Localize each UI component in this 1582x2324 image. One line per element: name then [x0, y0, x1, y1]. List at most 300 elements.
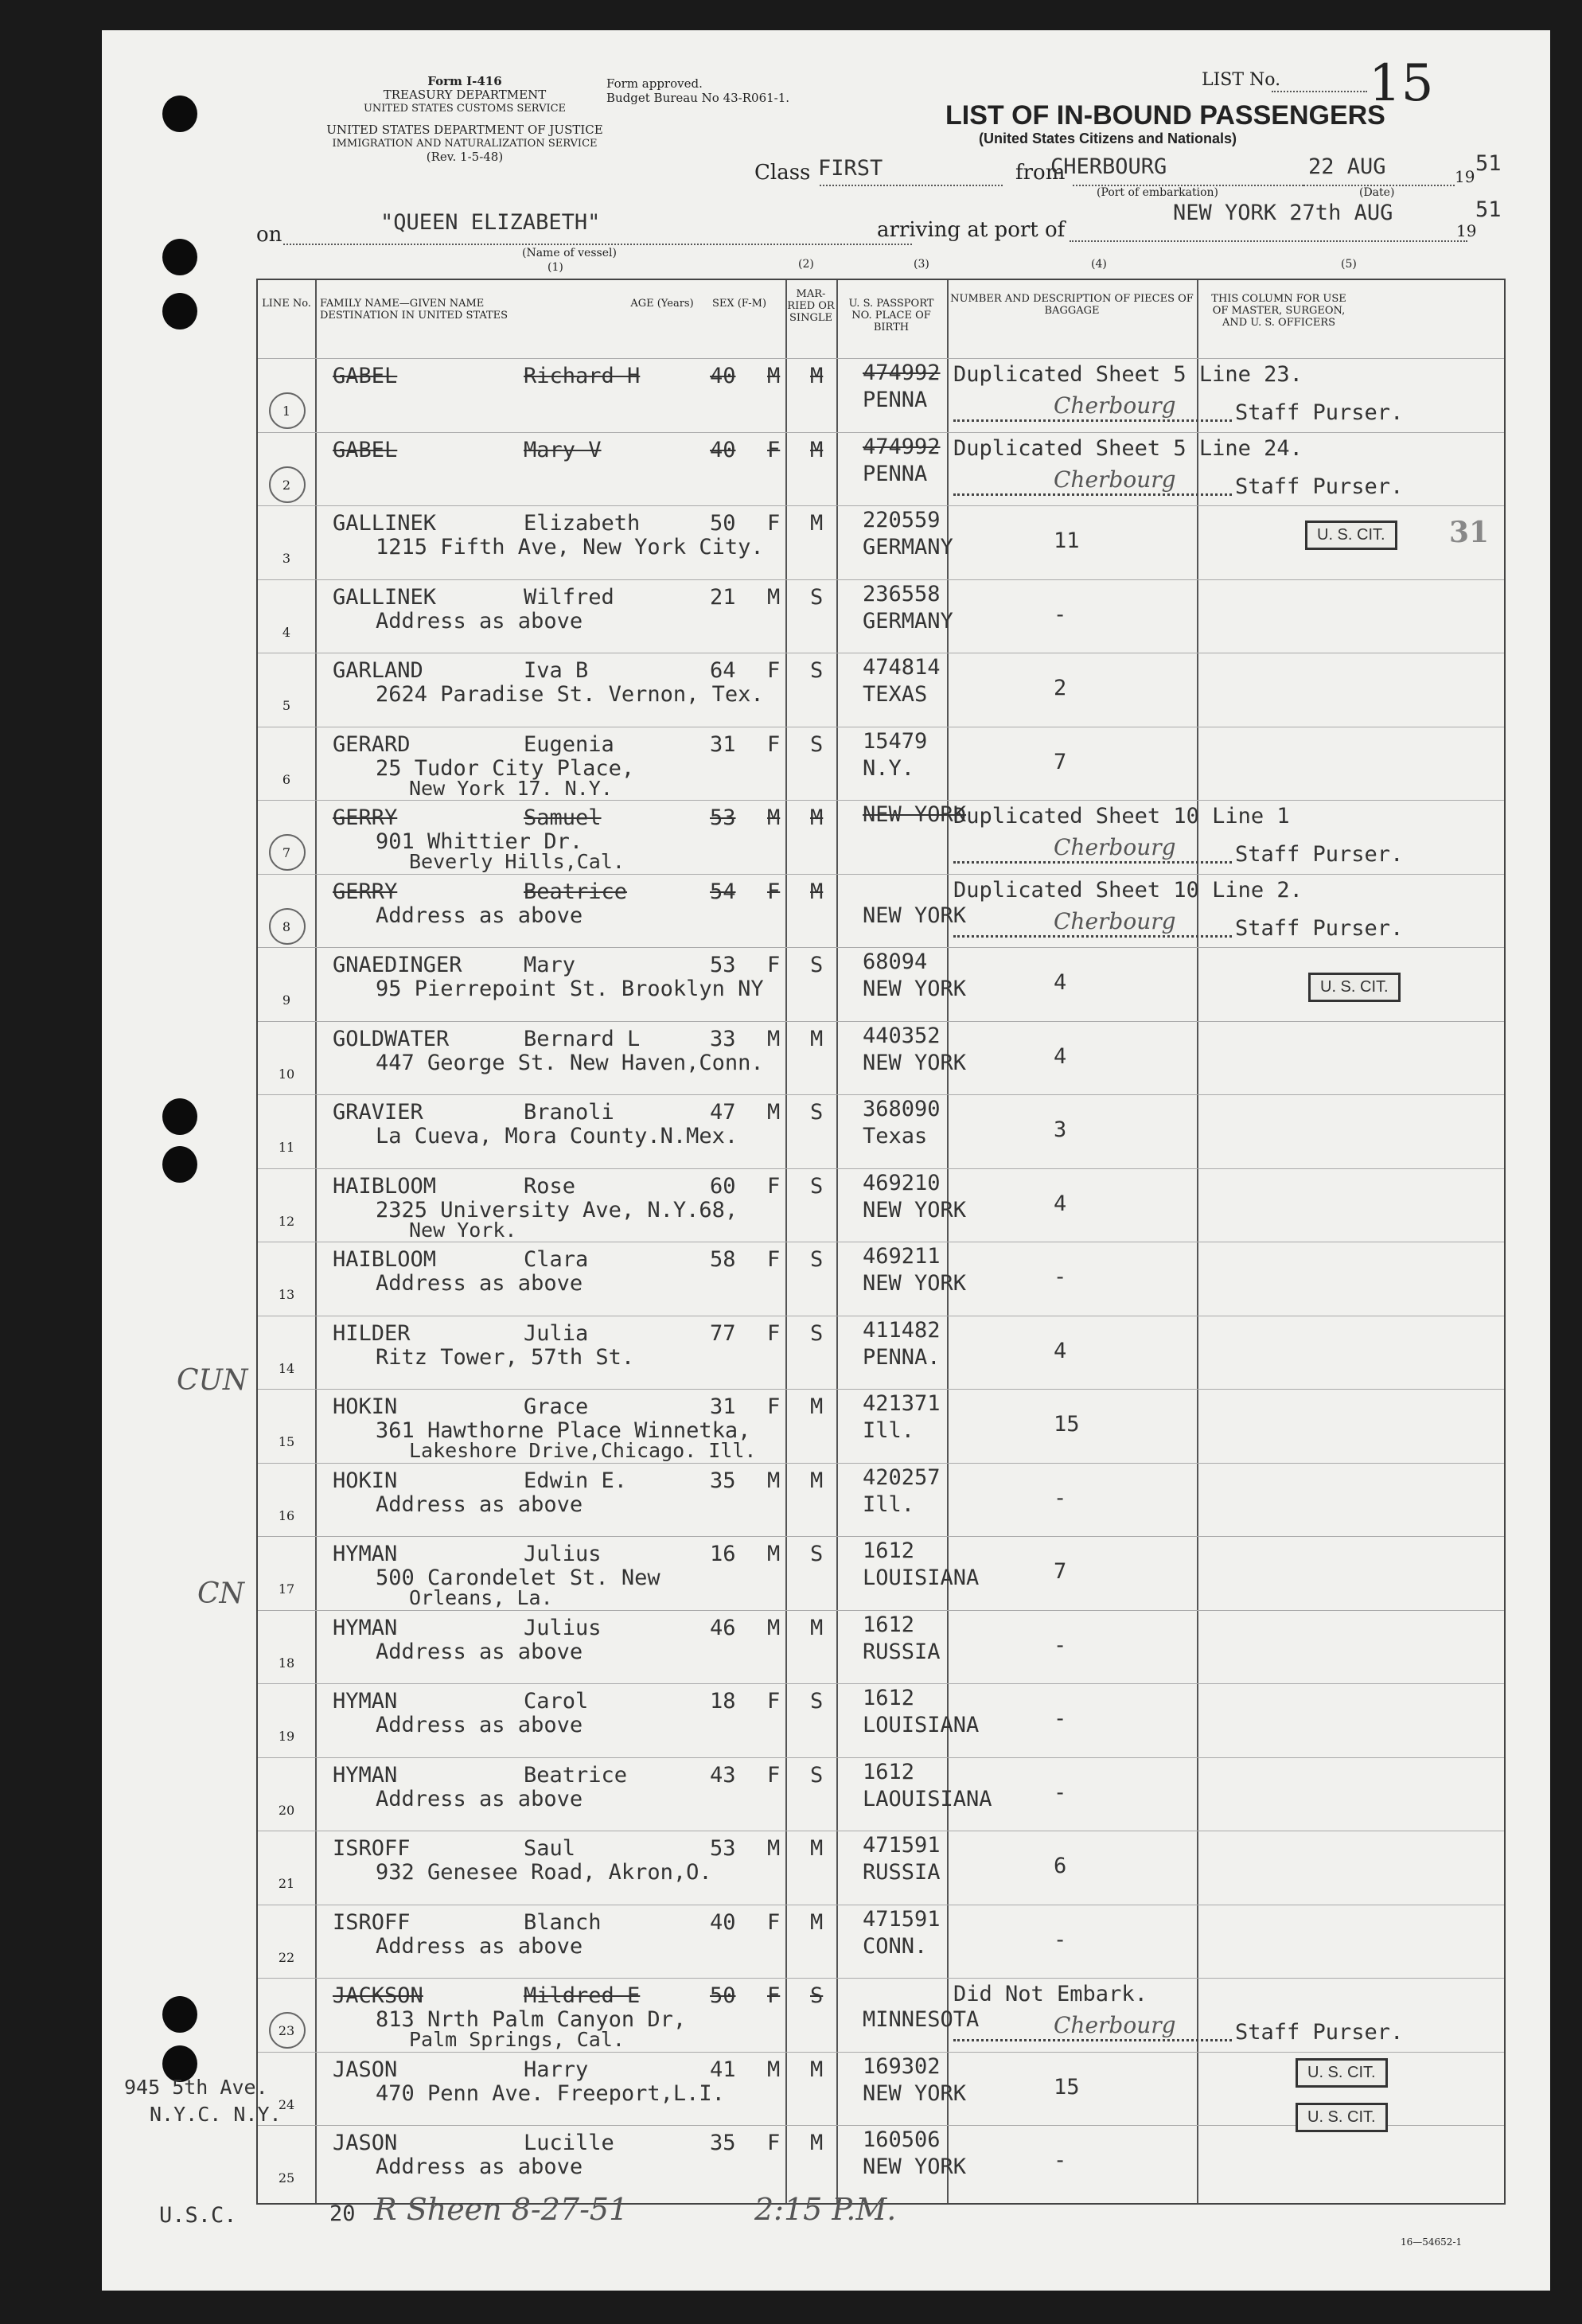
baggage-count: -: [1054, 1706, 1067, 1731]
sex: F: [767, 1762, 781, 1788]
sex: M: [767, 584, 781, 610]
vessel-col-num: (1): [547, 261, 563, 274]
sex: M: [767, 2057, 781, 2082]
destination: Address as above: [376, 1639, 583, 1664]
footer-usc: U.S.C.: [159, 2203, 237, 2228]
baggage-count: 3: [1054, 1117, 1067, 1142]
purser-signature: Cherbourg: [1054, 466, 1176, 493]
marital-status: M: [810, 364, 824, 388]
age: 47: [710, 1100, 736, 1125]
destination: 2325 University Ave, N.Y.68,: [376, 1197, 738, 1222]
vessel-name: "QUEEN ELIZABETH": [380, 210, 601, 235]
table-row: [258, 1389, 1504, 1464]
dept-justice: UNITED STATES DEPARTMENT OF JUSTICE: [326, 123, 603, 137]
table-row: [258, 1168, 1504, 1243]
on-label: on: [256, 223, 282, 247]
dotted-leader: [953, 2039, 1232, 2041]
age: 41: [710, 2057, 736, 2082]
table-row: [258, 1021, 1504, 1096]
table-row: [258, 1978, 1504, 2053]
form-approved: Form approved.: [606, 76, 703, 91]
destination: 2624 Paradise St. Vernon, Tex.: [376, 682, 764, 707]
destination: 901 Whittier Dr.: [376, 829, 583, 854]
arriving-label: arriving at port of: [877, 218, 1066, 242]
destination: La Cueva, Mora County.N.Mex.: [376, 1124, 738, 1148]
destination: Address as above: [376, 1786, 583, 1811]
table-row: [258, 358, 1504, 433]
line-number: 17: [278, 1581, 295, 1597]
dept-justice-sub: IMMIGRATION AND NATURALIZATION SERVICE: [332, 138, 598, 150]
given-name: Harry: [524, 2057, 589, 2082]
passport-number: 474992: [863, 434, 941, 459]
remark: Duplicated Sheet 5 Line 23.: [953, 362, 1303, 387]
family-name: JASON: [333, 2131, 398, 2155]
sex: F: [767, 953, 781, 977]
footer-signature: R Sheen 8-27-51: [374, 2192, 629, 2227]
table-row: [258, 653, 1504, 727]
form-rev: (Rev. 1-5-48): [426, 150, 504, 164]
family-name: GABEL: [333, 437, 398, 462]
sex: M: [767, 1615, 781, 1640]
table-row: [258, 2125, 1504, 2200]
sex: M: [767, 805, 781, 830]
punch-hole: [162, 1098, 197, 1135]
age: 46: [710, 1615, 736, 1640]
passport-number: 474992: [863, 361, 941, 385]
punch-hole: [162, 239, 197, 275]
baggage-count: -: [1054, 1927, 1067, 1952]
passport-number: 469210: [863, 1170, 941, 1195]
given-name: Julia: [524, 1320, 589, 1346]
sex: F: [767, 1247, 781, 1272]
passport-number: 368090: [863, 1097, 941, 1121]
footer-time: 2:15 P.M.: [754, 2192, 897, 2227]
family-name: GNAEDINGER: [333, 953, 462, 977]
given-name: Branoli: [524, 1100, 614, 1125]
marital-status: S: [810, 1173, 824, 1199]
place-of-birth: PENNA.: [863, 1344, 941, 1370]
given-name: Richard H: [524, 364, 641, 388]
document-title: LIST OF IN-BOUND PASSENGERS: [945, 100, 1385, 131]
sex: F: [767, 1320, 781, 1346]
family-name: JASON: [333, 2057, 398, 2082]
destination-line-2: Beverly Hills,Cal.: [409, 850, 625, 873]
age: 21: [710, 584, 736, 610]
table-row: [258, 874, 1504, 949]
col-num-3: (3): [914, 258, 929, 271]
remark: Did Not Embark.: [953, 1982, 1148, 2006]
remark: Duplicated Sheet 5 Line 24.: [953, 435, 1303, 461]
place-of-birth: Ill.: [863, 1418, 915, 1443]
place-of-birth: MINNESOTA: [863, 2007, 980, 2032]
sex: M: [767, 1468, 781, 1493]
date-caption: (Date): [1359, 186, 1395, 199]
destination: 95 Pierrepoint St. Brooklyn NY: [376, 977, 764, 1001]
passport-number: 1612: [863, 1686, 915, 1710]
baggage-count: 15: [1054, 2074, 1080, 2100]
purser-signature: Cherbourg: [1054, 392, 1176, 419]
col-header-officers: THIS COLUMN FOR USE OF MASTER, SURGEON, AND U. S. OFFICERS: [1211, 293, 1346, 329]
sex: M: [767, 1836, 781, 1861]
passport-number: 420257: [863, 1464, 941, 1490]
destination: 813 Nrth Palm Canyon Dr,: [376, 2007, 687, 2032]
family-name: HOKIN: [333, 1468, 398, 1493]
age: 60: [710, 1173, 736, 1199]
col-header-line: LINE No.: [262, 298, 311, 310]
baggage-count: 4: [1054, 1191, 1067, 1216]
line-number: 16: [278, 1507, 295, 1523]
place-of-birth: NEW YORK: [863, 903, 967, 928]
stamp-count: 31: [1449, 516, 1490, 549]
given-name: Mildred E: [524, 1983, 641, 2008]
line-number: 2: [282, 477, 291, 493]
marital-status: S: [810, 658, 824, 683]
purser-signature: Cherbourg: [1054, 834, 1176, 860]
col-num-2: (2): [798, 258, 814, 271]
marital-status: M: [810, 1836, 824, 1861]
port-caption: (Port of embarkation): [1097, 186, 1218, 199]
arrival-port: NEW YORK 27th AUG: [1173, 201, 1393, 225]
table-row: [258, 579, 1504, 654]
line-number: 13: [278, 1287, 295, 1302]
given-name: Samuel: [524, 805, 602, 830]
given-name: Elizabeth: [524, 511, 641, 536]
passport-number: 1612: [863, 1759, 915, 1784]
given-name: Carol: [524, 1689, 589, 1714]
age: 50: [710, 1983, 736, 2008]
table-row: [258, 1536, 1504, 1611]
given-name: Bernard L: [524, 1026, 641, 1051]
given-name: Beatrice: [524, 1762, 628, 1788]
line-number: 8: [282, 918, 291, 934]
family-name: HAIBLOOM: [333, 1173, 437, 1199]
given-name: Iva B: [524, 658, 589, 683]
age: 16: [710, 1542, 736, 1566]
baggage-count: 4: [1054, 970, 1067, 995]
purser-remark: Staff Purser.: [1235, 842, 1404, 867]
baggage-count: -: [1054, 1632, 1067, 1658]
table-row: [258, 1905, 1504, 1979]
punch-hole: [162, 293, 197, 329]
from-label: from: [1015, 161, 1066, 185]
age: 40: [710, 364, 736, 388]
age: 53: [710, 1836, 736, 1861]
list-no-value: 15: [1369, 54, 1434, 113]
sex: M: [767, 1542, 781, 1566]
line-number: 6: [282, 771, 291, 787]
marital-status: M: [810, 879, 824, 904]
sex: F: [767, 437, 781, 462]
sex: F: [767, 731, 781, 757]
table-row: [258, 1463, 1504, 1538]
line-number: 15: [278, 1434, 295, 1449]
us-cit-stamp: U. S. CIT.: [1296, 2058, 1388, 2088]
marital-status: M: [810, 1615, 824, 1640]
marital-status: M: [810, 511, 824, 536]
age: 77: [710, 1320, 736, 1346]
baggage-count: 4: [1054, 1338, 1067, 1363]
destination-line-2: Lakeshore Drive,Chicago. Ill.: [409, 1439, 757, 1462]
table-row: [258, 432, 1504, 507]
family-name: GERRY: [333, 879, 398, 904]
line-number: 9: [282, 992, 291, 1008]
sex: M: [767, 1026, 781, 1051]
place-of-birth: RUSSIA: [863, 1639, 941, 1664]
age: 35: [710, 2131, 736, 2155]
table-row: [258, 1610, 1504, 1685]
line-number: 11: [278, 1140, 295, 1155]
place-of-birth: LOUISIANA: [863, 1566, 980, 1590]
marital-status: S: [810, 1247, 824, 1272]
destination: Address as above: [376, 903, 583, 928]
place-of-birth: GERMANY: [863, 535, 953, 560]
passport-number: 411482: [863, 1317, 941, 1343]
given-name: Mary V: [524, 437, 602, 462]
destination: Address as above: [376, 1933, 583, 1959]
place-of-birth: RUSSIA: [863, 1860, 941, 1885]
family-name: JACKSON: [333, 1983, 423, 2008]
given-name: Wilfred: [524, 584, 614, 610]
purser-signature: Cherbourg: [1054, 907, 1176, 934]
sex: F: [767, 2131, 781, 2155]
given-name: Edwin E.: [524, 1468, 628, 1493]
punch-hole: [162, 1996, 197, 2033]
place-of-birth: NEW YORK: [863, 2154, 967, 2179]
line-circle-mark: [269, 2012, 306, 2049]
destination: 25 Tudor City Place,: [376, 755, 635, 781]
line-number: 12: [278, 1213, 295, 1229]
table-row: [258, 1831, 1504, 1905]
passenger-table: [256, 279, 1506, 2205]
form-id: Form I-416: [427, 74, 502, 88]
dotted-leader: [953, 935, 1232, 938]
line-number: 24: [278, 2096, 295, 2112]
purser-remark: Staff Purser.: [1235, 2020, 1404, 2045]
passport-number: 474814: [863, 655, 941, 680]
destination-line-2: Palm Springs, Cal.: [409, 2028, 625, 2051]
margin-address-1: 945 5th Ave.: [124, 2076, 268, 2099]
table-row: [258, 1683, 1504, 1758]
family-name: HYMAN: [333, 1762, 398, 1788]
place-of-birth: LAOUISIANA: [863, 1786, 992, 1811]
place-of-birth: PENNA: [863, 461, 928, 486]
line-number: 19: [278, 1729, 295, 1744]
baggage-count: 15: [1054, 1412, 1080, 1437]
destination: Address as above: [376, 608, 583, 634]
passport-number: 1612: [863, 1612, 915, 1637]
remark: Duplicated Sheet 10 Line 1: [953, 804, 1290, 829]
age: 31: [710, 1394, 736, 1419]
embark-year: 51: [1475, 151, 1502, 176]
print-code: 16—54652-1: [1401, 2236, 1463, 2248]
age: 31: [710, 731, 736, 757]
family-name: HAIBLOOM: [333, 1247, 437, 1272]
family-name: GRAVIER: [333, 1100, 423, 1125]
family-name: HYMAN: [333, 1542, 398, 1566]
line-number: 7: [282, 845, 291, 860]
family-name: GALLINEK: [333, 584, 437, 610]
passport-number: NEW YORK: [863, 802, 967, 827]
line-circle-mark: [269, 834, 306, 871]
table-row: [258, 1316, 1504, 1390]
sex: F: [767, 1394, 781, 1419]
marital-status: M: [810, 2057, 824, 2082]
line-circle-mark: [269, 466, 306, 503]
line-number: 1: [282, 404, 291, 419]
place-of-birth: Ill.: [863, 1491, 915, 1517]
marital-status: S: [810, 1100, 824, 1125]
place-of-birth: NEW YORK: [863, 2080, 967, 2106]
baggage-count: 2: [1054, 676, 1067, 700]
passport-number: 160506: [863, 2127, 941, 2152]
family-name: HYMAN: [333, 1615, 398, 1640]
destination: 447 George St. New Haven,Conn.: [376, 1050, 764, 1075]
sex: F: [767, 879, 781, 904]
destination-line-2: New York.: [409, 1218, 517, 1242]
line-number: 14: [278, 1360, 295, 1376]
sex: F: [767, 511, 781, 536]
margin-note-cun: CUN: [177, 1364, 248, 1397]
age: 64: [710, 658, 736, 683]
dotted-leader: [953, 493, 1232, 496]
punch-hole: [162, 96, 197, 132]
footer-count: 20: [329, 2201, 356, 2226]
passport-number: 471591: [863, 1906, 941, 1932]
purser-remark: Staff Purser.: [1235, 915, 1404, 941]
destination: 470 Penn Ave. Freeport,L.I.: [376, 2080, 725, 2106]
baggage-count: -: [1054, 1265, 1067, 1289]
manifest-page: [102, 30, 1550, 2291]
family-name: GERRY: [333, 805, 398, 830]
given-name: Julius: [524, 1542, 602, 1566]
marital-status: M: [810, 1468, 824, 1493]
sex: M: [767, 364, 781, 388]
age: 35: [710, 1468, 736, 1493]
passport-number: 169302: [863, 2053, 941, 2079]
age: 53: [710, 805, 736, 830]
marital-status: S: [810, 1689, 824, 1714]
line-number: 18: [278, 1655, 295, 1671]
destination-line-2: New York 17. N.Y.: [409, 776, 613, 800]
passport-number: 220559: [863, 508, 941, 532]
table-row: [258, 1094, 1504, 1169]
place-of-birth: N.Y.: [863, 755, 915, 781]
age: 54: [710, 879, 736, 904]
dept-treasury-sub: UNITED STATES CUSTOMS SERVICE: [363, 103, 567, 115]
sex: F: [767, 1173, 781, 1199]
line-number: 20: [278, 1802, 295, 1818]
sex: F: [767, 1689, 781, 1714]
age: 18: [710, 1689, 736, 1714]
budget-bureau: Budget Bureau No 43-R061-1.: [606, 91, 790, 105]
margin-address-2: N.Y.C. N.Y.: [150, 2103, 282, 2126]
given-name: Clara: [524, 1247, 589, 1272]
age: 53: [710, 953, 736, 977]
passport-number: 469211: [863, 1244, 941, 1269]
dotted-leader: [953, 419, 1232, 422]
age: 50: [710, 511, 736, 536]
passport-number: 15479: [863, 728, 928, 754]
baggage-count: 11: [1054, 528, 1080, 553]
destination: Address as above: [376, 1491, 583, 1517]
col-num-5: (5): [1341, 258, 1357, 271]
passport-number: 1612: [863, 1538, 915, 1563]
given-name: Grace: [524, 1394, 589, 1419]
line-number: 21: [278, 1876, 295, 1891]
port-of-embarkation: CHERBOURG: [1050, 154, 1167, 179]
given-name: Blanch: [524, 1909, 602, 1935]
line-number: 22: [278, 1949, 295, 1965]
punch-hole: [162, 1146, 197, 1183]
us-cit-stamp: U. S. CIT.: [1308, 973, 1401, 1002]
vessel-caption: (Name of vessel): [522, 247, 617, 259]
purser-signature: Cherbourg: [1054, 2012, 1176, 2038]
col-header-married: MAR-RIED OR SINGLE: [787, 288, 835, 324]
col-num-4: (4): [1091, 258, 1107, 271]
document-subtitle: (United States Citizens and Nationals): [979, 131, 1237, 146]
marital-status: M: [810, 437, 824, 462]
line-circle-mark: [269, 908, 306, 945]
place-of-birth: NEW YORK: [863, 1197, 967, 1222]
age: 58: [710, 1247, 736, 1272]
dept-treasury: TREASURY DEPARTMENT: [383, 88, 547, 102]
purser-remark: Staff Purser.: [1235, 400, 1404, 425]
col-header-sex: SEX (F-M): [711, 298, 767, 310]
line-number: 23: [278, 2023, 295, 2038]
line-number: 3: [282, 551, 291, 566]
marital-status: S: [810, 953, 824, 977]
marital-status: M: [810, 2131, 824, 2155]
place-of-birth: NEW YORK: [863, 977, 967, 1001]
family-name: HOKIN: [333, 1394, 398, 1419]
family-name: GOLDWATER: [333, 1026, 450, 1051]
sex: F: [767, 658, 781, 683]
passport-number: 236558: [863, 581, 941, 606]
baggage-count: 7: [1054, 749, 1067, 774]
margin-note-cn: CN: [197, 1577, 245, 1610]
marital-status: S: [810, 1320, 824, 1346]
sex: F: [767, 1983, 781, 2008]
table-row: [258, 1242, 1504, 1316]
given-name: Beatrice: [524, 879, 628, 904]
baggage-count: 6: [1054, 1854, 1067, 1878]
class-label: Class: [754, 161, 811, 185]
marital-status: S: [810, 731, 824, 757]
passport-number: 440352: [863, 1023, 941, 1048]
table-row: [258, 1757, 1504, 1832]
given-name: Mary: [524, 953, 576, 977]
table-row: [258, 727, 1504, 801]
baggage-count: 7: [1054, 1559, 1067, 1584]
marital-status: M: [810, 805, 824, 830]
destination: 1215 Fifth Ave, New York City.: [376, 535, 764, 560]
baggage-count: -: [1054, 602, 1067, 627]
destination-line-2: Orleans, La.: [409, 1586, 553, 1609]
baggage-count: 4: [1054, 1043, 1067, 1069]
line-number: 25: [278, 2170, 295, 2186]
given-name: Eugenia: [524, 731, 614, 757]
col-header-name: FAMILY NAME—GIVEN NAME DESTINATION IN UNITED STATES: [320, 298, 509, 322]
place-of-birth: GERMANY: [863, 608, 953, 634]
family-name: GARLAND: [333, 658, 423, 683]
age: 33: [710, 1026, 736, 1051]
place-of-birth: PENNA: [863, 388, 928, 412]
marital-status: S: [810, 1542, 824, 1566]
given-name: Rose: [524, 1173, 576, 1199]
marital-status: S: [810, 1983, 824, 2008]
family-name: ISROFF: [333, 1836, 411, 1861]
passport-number: 68094: [863, 949, 928, 974]
